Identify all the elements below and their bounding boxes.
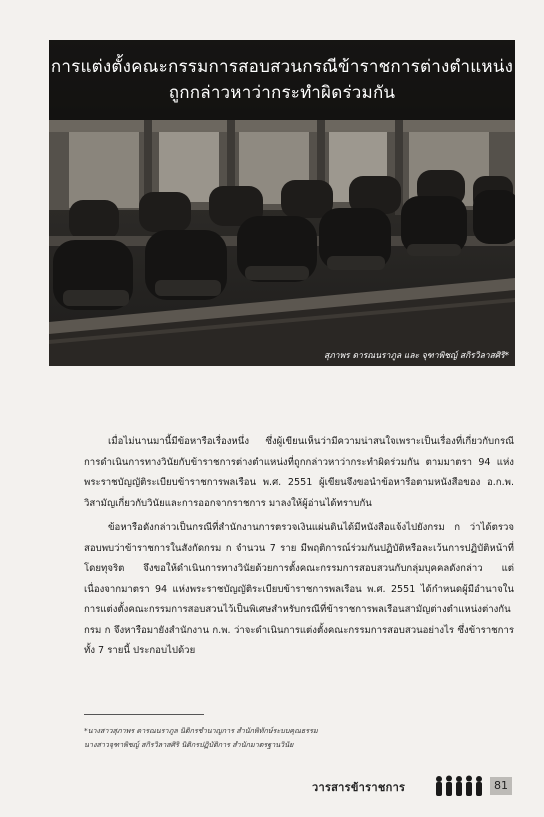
paragraph-1: เมื่อไม่นานมานี้มีข้อหารือเรื่องหนึ่ง ซึ่งผู้เขียนเห็นว่ามีความน่าสนใจเพราะเป็นเรื่องที่เกี่ยวกับกรณีการดำเนินการทางวินัยกับข้าราชการต่างตำแหน่งที่ถูกกล่าวหาว่ากระทำผิดร่วมกัน ตามมาตรา 94 แห่งพระราชบัญญัติระเบียบข้าราชการพลเรือน พ.ศ. 2551 ผู้เขียนจึงขอนำข้อหารือตามหนังสือของ อ.ก.พ. วิสามัญเกี่ยวกับวินัยและการออกจากราชการ มาลงให้ผู้อ่านได้ทราบกัน bbox=[84, 436, 514, 509]
people-silhouettes-icon bbox=[434, 775, 488, 797]
article-title-line-1: การแต่งตั้งคณะกรรมการสอบสวนกรณีข้าราชการต่างตำแหน่ง bbox=[50, 57, 514, 77]
page-number: 81 bbox=[490, 777, 512, 795]
courtroom-photo bbox=[49, 40, 515, 366]
journal-name: วารสารข้าราชการ bbox=[312, 781, 406, 794]
footnote-divider bbox=[84, 714, 204, 715]
article-title-line-2: ถูกกล่าวหาว่ากระทำผิดร่วมกัน bbox=[168, 83, 396, 103]
article-body bbox=[84, 432, 514, 662]
footnote-author-2: นางสาวจุฑาพิชญ์ สกิรวิลาสศิริ นิติกรปฏิบัติการ สำนักมาตรฐานวินัย bbox=[84, 740, 294, 749]
title-band bbox=[49, 40, 515, 120]
paragraph-2: ข้อหารือดังกล่าวเป็นกรณีที่สำนักงานการตรวจเงินแผ่นดินได้มีหนังสือแจ้งไปยังกรม ก ว่าได้ตรวจสอบพบว่าข้าราชการในสังกัดกรม ก จำนวน 7 ราย มีพฤติการณ์ร่วมกันปฏิบัติหรือละเว้นการปฏิบัติหน้าที่โดยทุจริต จึงขอให้ดำเนินการทางวินัยด้วยการตั้งคณะกรรมการสอบสวนกับกลุ่มบุคคลดังกล่าว แต่เนื่องจากมาตรา 94 แห่งพระราชบัญญัติระเบียบข้าราชการพลเรือน พ.ศ. 2551 ได้กำหนดผู้มีอำนาจในการแต่งตั้งคณะกรรมการสอบสวนไว้เป็นพิเศษสำหรับกรณีที่ข้าราชการพลเรือนสามัญต่างตำแหน่งต่างกัน กรม ก จึงหารือมายังสำนักงาน ก.พ. ว่าจะดำเนินการแต่งตั้งคณะกรรมการสอบสวนอย่างไร ซึ่งข้าราชการทั้ง 7 รายนี้ ประกอบไปด้วย bbox=[84, 522, 514, 656]
footnotes bbox=[84, 724, 484, 752]
footnote-author-1: *นางสาวสุภาพร ดารณนราภูล นิติกรชำนาญการ สำนักพิทักษ์ระบบคุณธรรม bbox=[84, 726, 318, 735]
author-caption: สุภาพร ดารณนราภูล และ จุฑาพิชญ์ สกิรวิลาสศิริ* bbox=[324, 351, 509, 361]
page-footer bbox=[300, 775, 520, 799]
